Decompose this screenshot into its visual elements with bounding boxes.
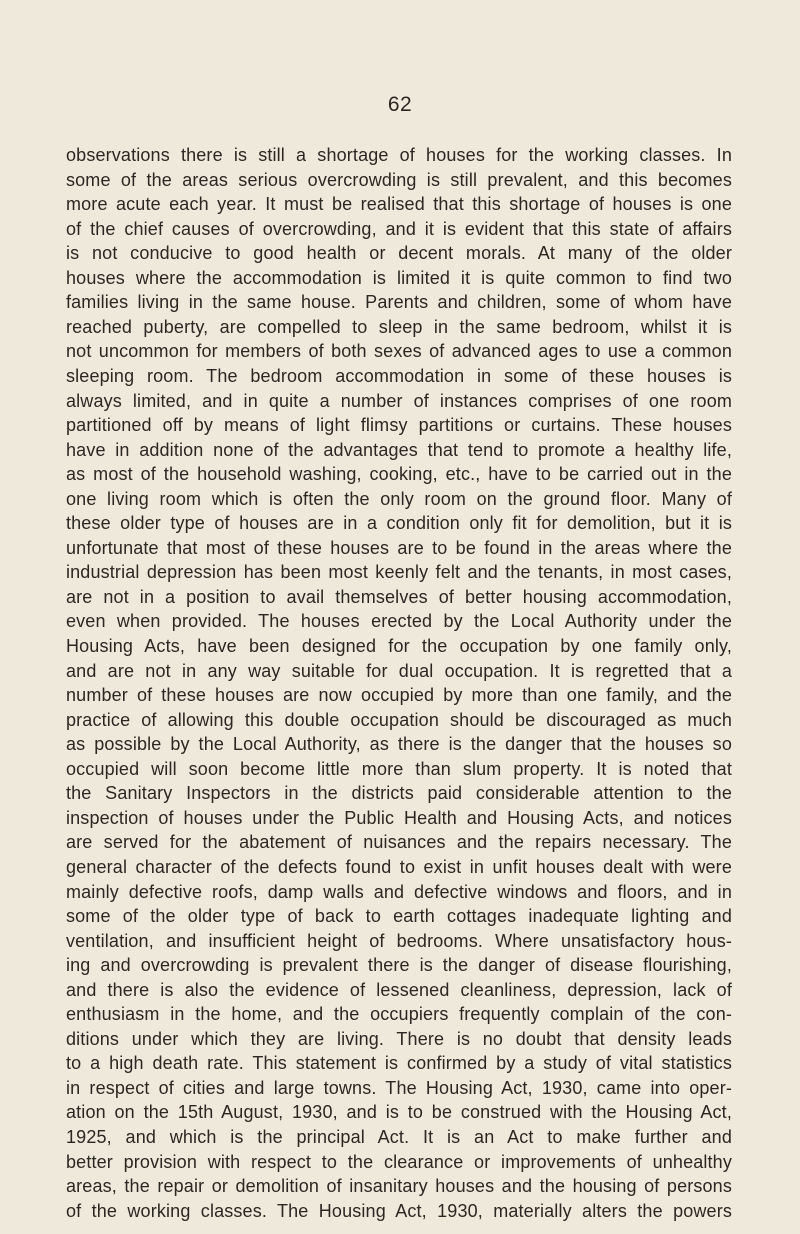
text-line: and there is also the evidence of lessened cleanliness, depression, lack of — [66, 979, 732, 1000]
text-line: are not in a position to avail themselves of better housing accommodation, — [66, 586, 732, 607]
text-line: mainly defective roofs, damp walls and defective windows and floors, and in — [66, 881, 732, 902]
text-line: these older type of houses are in a condition only fit for demolition, but it is — [66, 513, 732, 534]
text-line: ing and overcrowding is prevalent there is the danger of disease flourishing, — [66, 955, 732, 976]
text-line: ation on the 15th August, 1930, and is to be construed with the Housing Act, — [66, 1102, 732, 1123]
text-line: as most of the household washing, cooking, etc., have to be carried out in the — [66, 464, 732, 485]
text-line: as possible by the Local Authority, as there is the danger that the houses so — [66, 734, 732, 755]
text-line: reached puberty, are compelled to sleep in the same bedroom, whilst it is — [66, 316, 732, 337]
text-line: Housing Acts, have been designed for the occupation by one family only, — [66, 636, 732, 656]
text-line: partitioned off by means of light flimsy partitions or curtains. These houses — [66, 415, 732, 436]
text-line: in respect of cities and large towns. The Housing Act, 1930, came into oper- — [66, 1077, 732, 1098]
text-line: practice of allowing this double occupation should be discouraged as much — [66, 709, 732, 730]
text-line: ditions under which they are living. There is no doubt that density leads — [66, 1028, 732, 1049]
text-line: unfortunate that most of these houses are to be found in the areas where the — [66, 537, 732, 558]
page-number: 62 — [387, 93, 413, 116]
text-line: better provision with respect to the clearance or improvements of unhealthy — [66, 1151, 732, 1172]
text-line: number of these houses are now occupied by more than one family, and the — [66, 685, 732, 706]
text-line: some of the areas serious overcrowding is still prevalent, and this becomes — [66, 169, 732, 190]
text-line: not uncommon for members of both sexes of advanced ages to use a common — [66, 341, 732, 362]
text-line: families living in the same house. Parents and children, some of whom have — [66, 292, 732, 313]
text-line: have in addition none of the advantages that tend to promote a healthy life, — [66, 439, 732, 460]
text-line: and are not in any way suitable for dual occupation. It is regretted that a — [66, 660, 732, 681]
text-line: houses where the accommodation is limited it is quite common to find two — [66, 267, 732, 288]
text-line: occupied will soon become little more than slum property. It is noted that — [66, 758, 732, 779]
text-line: areas, the repair or demolition of insanitary houses and the housing of persons — [66, 1176, 732, 1197]
text-line: always limited, and in quite a number of instances comprises of one room — [66, 390, 732, 411]
text-line: is not conducive to good health or decent morals. At many of the older — [66, 243, 732, 264]
text-line: of the working classes. The Housing Act, 1930, materially alters the powers — [66, 1200, 732, 1221]
text-line: ventilation, and insufficient height of bedrooms. Where unsatisfactory hous- — [66, 930, 732, 951]
text-line: even when provided. The houses erected by the Local Authority under the — [66, 611, 732, 632]
text-line: general character of the defects found to exist in unfit houses dealt with were — [66, 856, 732, 877]
text-line: some of the older type of back to earth cottages inadequate lighting and — [66, 906, 732, 927]
text-line: observations there is still a shortage of houses for the working classes. In — [66, 145, 732, 165]
text-line: to a high death rate. This statement is confirmed by a study of vital statistics — [66, 1053, 732, 1074]
text-line: enthusiasm in the home, and the occupiers frequently complain of the con- — [66, 1004, 732, 1025]
text-line: one living room which is often the only room on the ground floor. Many of — [66, 488, 732, 509]
text-line: are served for the abatement of nuisances and the repairs necessary. The — [66, 832, 732, 853]
text-line: sleeping room. The bedroom accommodation in some of these houses is — [66, 365, 732, 386]
text-line: of the chief causes of overcrowding, and it is evident that this state of affairs — [66, 218, 732, 239]
text-line: industrial depression has been most keenly felt and the tenants, in most cases, — [66, 562, 732, 583]
text-line: the Sanitary Inspectors in the districts paid considerable attention to the — [66, 783, 732, 804]
text-line: inspection of houses under the Public Health and Housing Acts, and notices — [66, 807, 732, 828]
text-line: 1925, and which is the principal Act. It is an Act to make further and — [66, 1127, 732, 1147]
text-line: more acute each year. It must be realised that this shortage of houses is one — [66, 194, 732, 215]
